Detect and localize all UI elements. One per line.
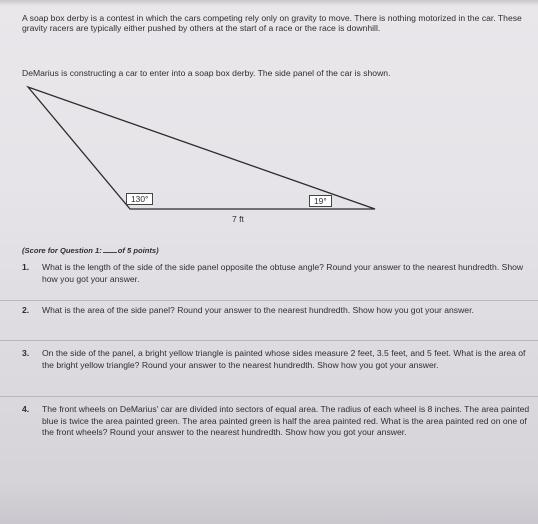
question-number: 2.: [22, 305, 30, 315]
question-number: 3.: [22, 348, 30, 358]
question-3: [22, 348, 530, 371]
question-1: [22, 262, 530, 285]
question-text: The front wheels on DeMarius' car are divided into sectors of equal area. The radius of each wheel is 8 inches. The area painted blue is twice the area painted green. The area painted green is half the area painted red. What is the area painted red on one of the front wheels? Round your answer to the nearest hundredth. Show how you got your answer.: [42, 404, 530, 438]
bottom-edge-shade: [0, 484, 538, 524]
question-text: What is the length of the side of the side panel opposite the obtuse angle? Round your answer to the nearest hundredth. Show how you got your answer.: [42, 262, 524, 284]
question-text: On the side of the panel, a bright yellow triangle is painted whose sides measure 2 feet, 3.5 feet, and 5 feet. What is the area of the bright yellow triangle? Round your answer to the nearest hundredth. Show how you got your answer.: [42, 348, 526, 370]
question-4: [22, 404, 530, 439]
question-divider: [0, 396, 538, 397]
side-panel-triangle: [28, 87, 375, 209]
question-2: [22, 305, 530, 317]
question-divider: [0, 300, 538, 301]
problem-prompt: DeMarius is constructing a car to enter into a soap box derby. The side panel of the car is shown.: [22, 68, 391, 78]
score-line: [22, 246, 159, 255]
triangle-figure: [0, 0, 538, 240]
question-divider: [0, 340, 538, 341]
score-prefix: (Score for Question 1:: [22, 246, 102, 255]
obtuse-angle-label: 130°: [126, 193, 153, 205]
score-suffix: of 5 points): [117, 246, 159, 255]
intro-paragraph: A soap box derby is a contest in which the cars competing rely only on gravity to move. There is nothing motorized in the car. These gravity racers are typically either pushed by others at the start of a race or the race is downhill.: [22, 13, 522, 34]
question-number: 1.: [22, 262, 30, 272]
acute-angle-label: 19°: [309, 195, 332, 207]
question-text: What is the area of the side panel? Round your answer to the nearest hundredth. Show how you got your answer.: [42, 305, 474, 315]
side-length-label: 7 ft: [232, 214, 244, 224]
question-number: 4.: [22, 404, 30, 414]
score-blank[interactable]: [103, 252, 117, 253]
